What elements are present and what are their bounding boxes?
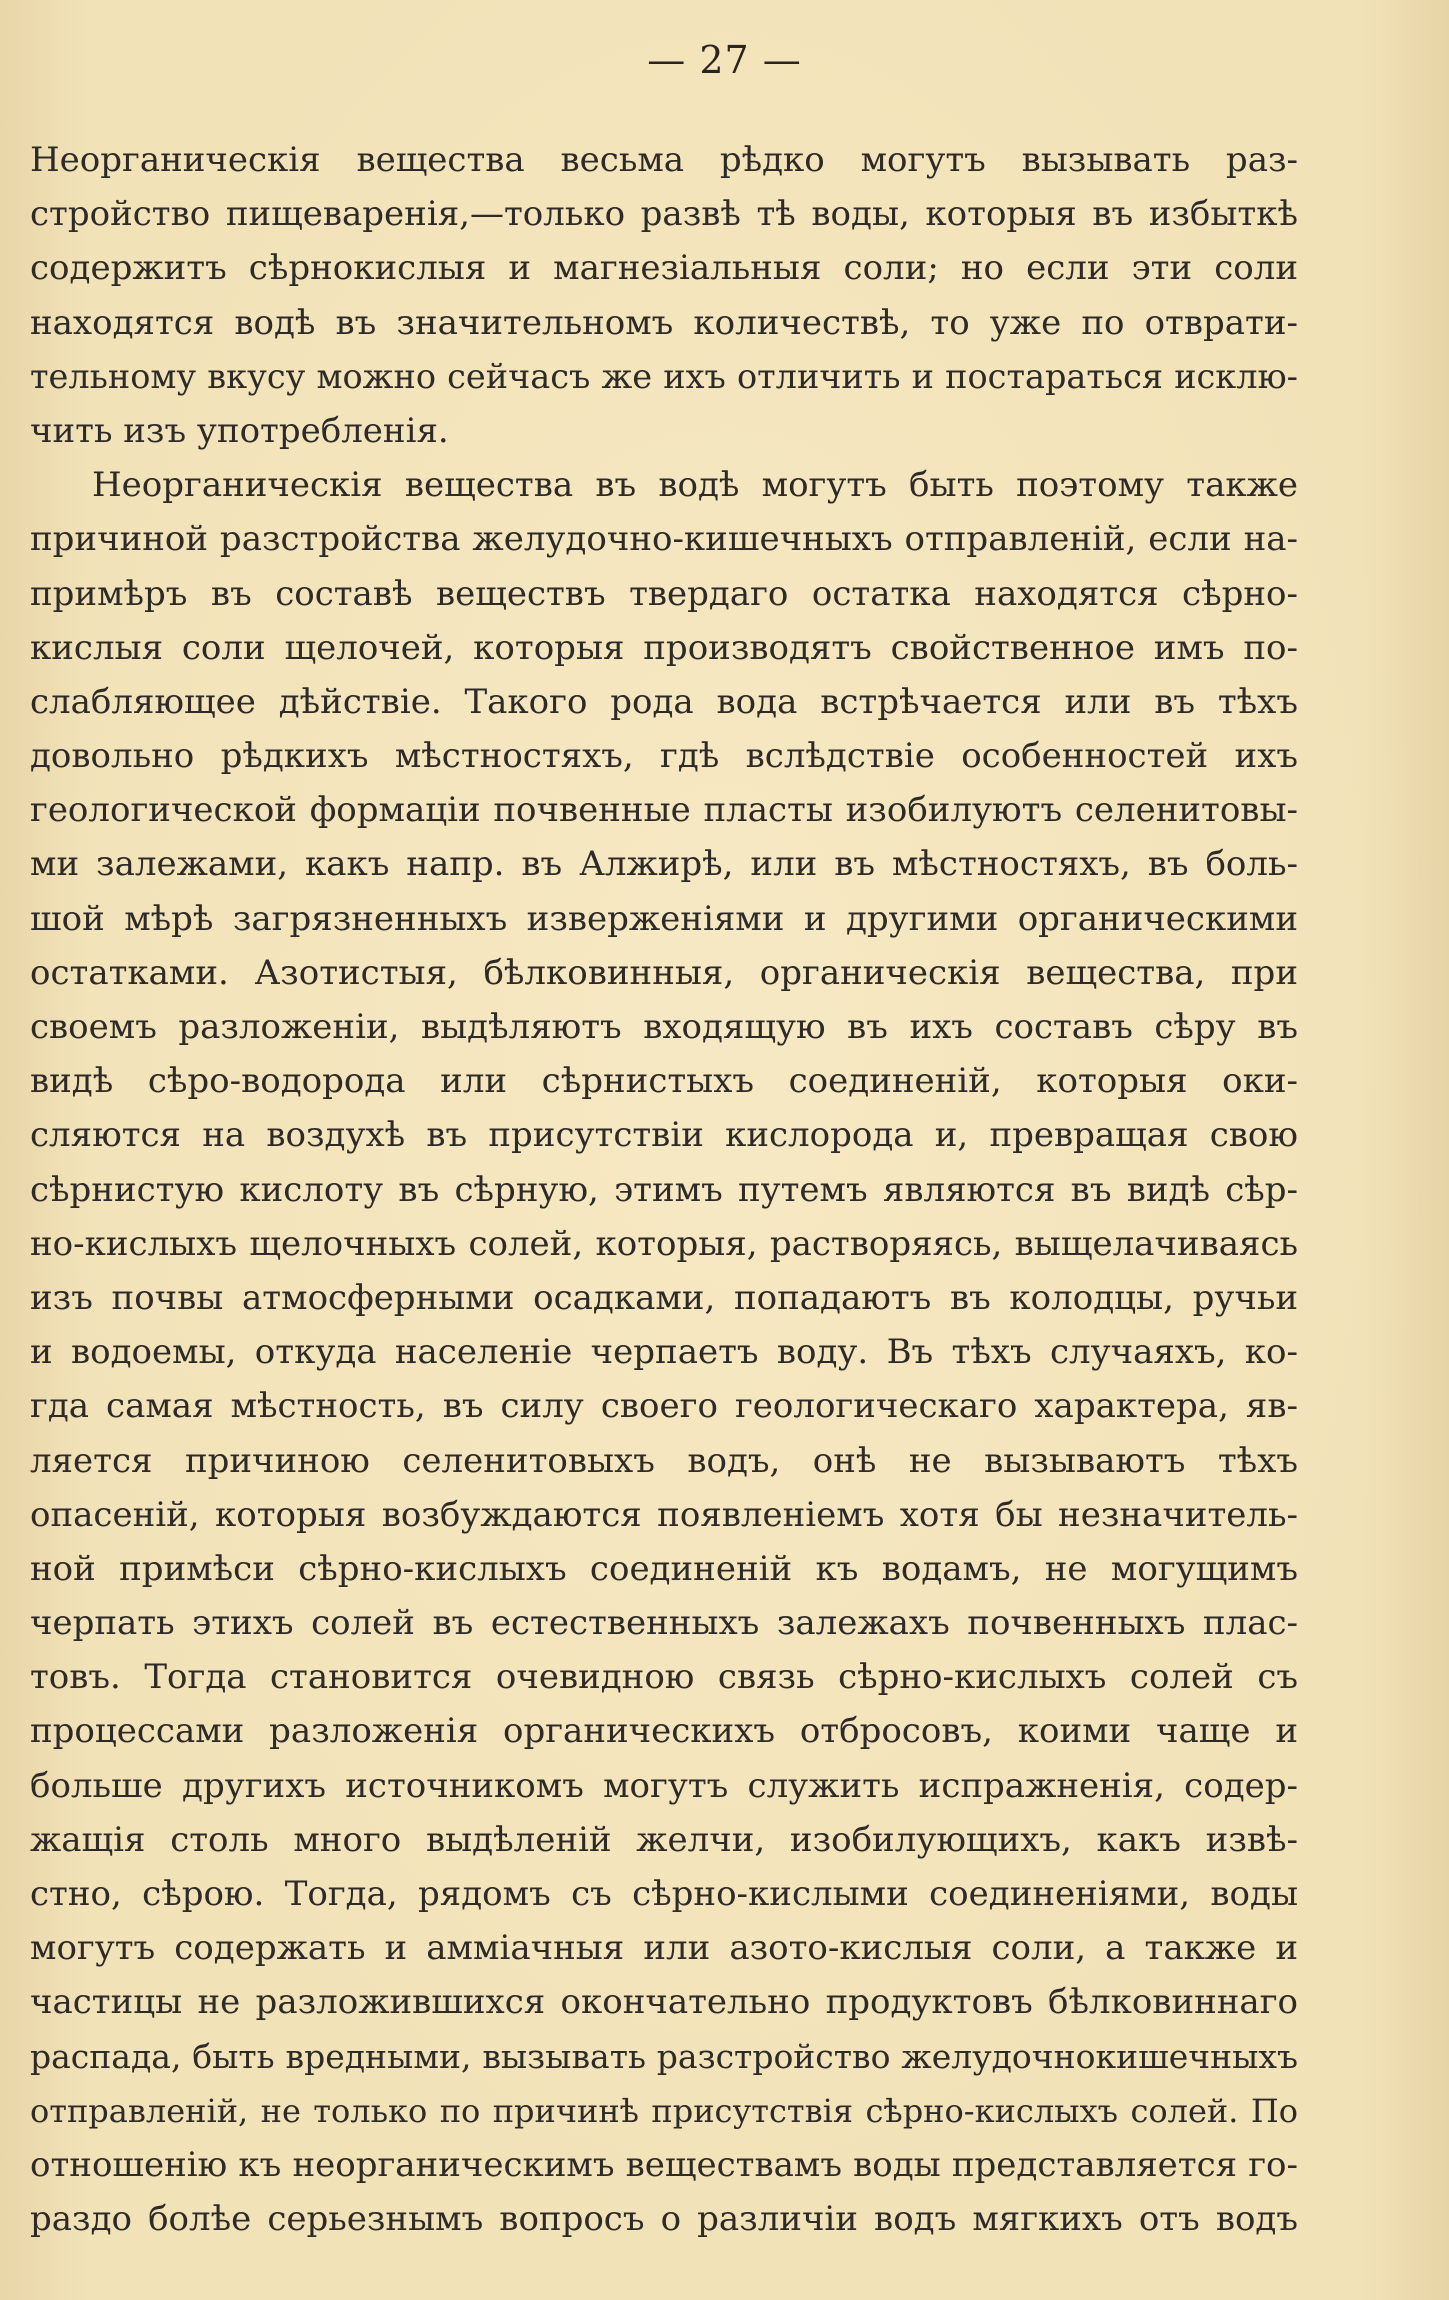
text-line: видѣ сѣро-водорода или сѣрнистыхъ соединеній, которыя оки- <box>30 1061 1298 1102</box>
text-line: больше другихъ источникомъ могутъ служить испражненія, содер- <box>30 1765 1298 1806</box>
text-line: могутъ содержать и амміачныя или азото-кислыя соли, а также и <box>30 1928 1298 1969</box>
text-line: и водоемы, откуда населеніе черпаетъ воду. Въ тѣхъ случаяхъ, ко- <box>30 1332 1298 1373</box>
text-line: изъ почвы атмосферными осадками, попадаютъ въ колодцы, ручьи <box>30 1277 1298 1318</box>
text-line: своемъ разложеніи, выдѣляютъ входящую въ ихъ составъ сѣру въ <box>30 1007 1298 1047</box>
text-line: находятся водѣ въ значительномъ количествѣ, то уже по отврати- <box>30 302 1298 343</box>
text-line: раздо болѣе серьезнымъ вопросъ о различіи водъ мягкихъ отъ водъ <box>30 2199 1298 2240</box>
text-line: ляется причиною селенитовыхъ водъ, онѣ не вызываютъ тѣхъ <box>30 1440 1298 1481</box>
text-line: но-кислыхъ щелочныхъ солей, которыя, растворяясь, выщелачиваясь <box>30 1223 1298 1264</box>
text-line: слабляющее дѣйствіе. Такого рода вода встрѣчается или въ тѣхъ <box>30 681 1298 722</box>
text-line: отношенію къ неорганическимъ веществамъ воды представляется го- <box>30 2144 1298 2185</box>
page-number: — 27 — <box>647 38 802 82</box>
text-line: Неорганическія вещества весьма рѣдко могутъ вызывать раз- <box>30 140 1298 180</box>
text-line: сѣрнистую кислоту въ сѣрную, этимъ путемъ являются въ видѣ сѣр- <box>30 1169 1298 1210</box>
text-line: примѣръ въ составѣ веществъ твердаго остатка находятся сѣрно- <box>30 573 1298 614</box>
text-line: сляются на воздухѣ въ присутствіи кислорода и, превращая свою <box>30 1115 1298 1156</box>
text-line: процессами разложенія органическихъ отбросовъ, коими чаще и <box>30 1711 1298 1752</box>
text-line: частицы не разложившихся окончательно продуктовъ бѣлковиннаго <box>30 1982 1298 2023</box>
text-line: шой мѣрѣ загрязненныхъ изверженіями и другими органическими <box>30 898 1298 939</box>
text-line: жащія столь много выдѣленій желчи, изобилующихъ, какъ извѣ- <box>30 1819 1298 1860</box>
text-line: стно, сѣрою. Тогда, рядомъ съ сѣрно-кислыми соединеніями, воды <box>30 1874 1298 1914</box>
text-line: гда самая мѣстность, въ силу своего геологическаго характера, яв- <box>30 1386 1298 1427</box>
text-line: геологической формаціи почвенные пласты изобилуютъ селенитовы- <box>30 790 1298 831</box>
text-line: ной примѣси сѣрно-кислыхъ соединеній къ водамъ, не могущимъ <box>30 1548 1298 1589</box>
text-line: ми залежами, какъ напр. въ Алжирѣ, или въ мѣстностяхъ, въ боль- <box>30 844 1298 885</box>
text-line: отправленій, не только по причинѣ присутствія сѣрно-кислыхъ солей. По <box>30 2091 1298 2130</box>
text-line: распада, быть вредными, вызывать разстройство желудочнокишечныхъ <box>30 2036 1298 2076</box>
text-line: товъ. Тогда становится очевидною связь сѣрно-кислыхъ солей съ <box>30 1657 1298 1698</box>
text-line: стройство пищеваренія,—только развѣ тѣ воды, которыя въ избыткѣ <box>30 194 1298 235</box>
text-line: довольно рѣдкихъ мѣстностяхъ, гдѣ вслѣдствіе особенностей ихъ <box>30 736 1298 777</box>
text-line: чить изъ употребленія. <box>30 410 449 451</box>
body-text <box>30 133 1298 2246</box>
text-line: остатками. Азотистыя, бѣлковинныя, органическія вещества, при <box>30 952 1298 993</box>
text-line: причиной разстройства желудочно-кишечныхъ отправленій, если на- <box>30 519 1298 560</box>
text-line: черпать этихъ солей въ естественныхъ залежахъ почвенныхъ плас- <box>30 1603 1298 1644</box>
text-line: кислыя соли щелочей, которыя производятъ свойственное имъ по- <box>30 627 1298 668</box>
text-line: Неорганическія вещества въ водѣ могутъ быть поэтому также <box>92 465 1298 506</box>
text-line: тельному вкусу можно сейчасъ же ихъ отличить и постараться исклю- <box>30 356 1298 396</box>
text-line: опасеній, которыя возбуждаются появленіемъ хотя бы незначитель- <box>30 1494 1298 1535</box>
text-line: содержитъ сѣрнокислыя и магнезіальныя соли; но если эти соли <box>30 248 1298 289</box>
